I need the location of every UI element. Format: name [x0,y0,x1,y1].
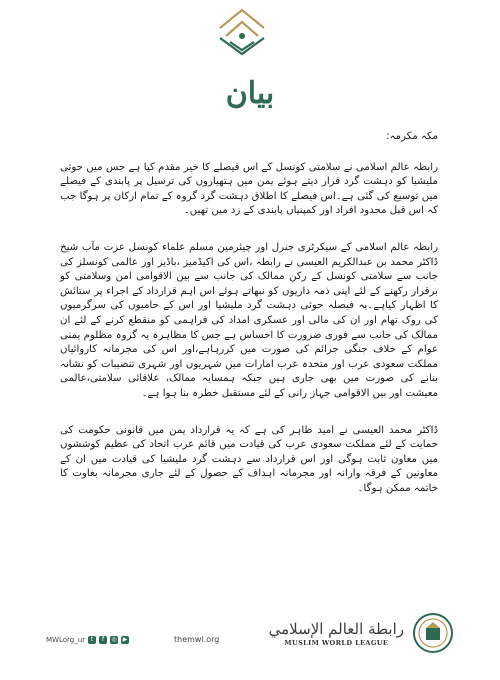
statement-body [60,130,438,518]
brand-arabic-name: رابطة العالم الإسلامي [268,620,404,638]
instagram-icon[interactable]: ◎ [111,636,117,643]
social-handle-group [46,636,129,644]
mwl-brand [269,612,454,654]
dateline: مکہ مکرمہ: [386,131,438,142]
facebook-icon[interactable]: f [99,636,107,644]
mwl-emblem-icon [212,6,272,58]
twitter-icon[interactable]: t [88,636,96,644]
paragraph-2: رابطہ عالم اسلامی کے سیکرٹری جنرل اور چیئرمین مسلم علماء کونسل عزت مآب شیخ ڈاکٹر محمد بن عبدالکریم العیسی نے رابطہ ،اس کی اکیڈمیز ،باڈیز اور عالمی کونسلز کی جانب سے سلامتی کونسل کے رکن ممالک کی جانب سے بین الاقوامی امن وسلامتی کو برقرار رکھنے کے لئے اپنی ذمہ داریوں کو نبھاتے ہوئے اس اہم قرارداد کے اجراء پر ستائش کا اظہار کیاہے۔یہ فیصلہ حوثی دہشت گرد ملیشیا اور اس کے حامیوں کی سرگرمیوں کی روک تھام اور ان کی مالی اور عسکری امداد کی فراہمی کو منقطع کرنے کے لئے ان ممالک کی جانب سے فوری ضرورت کا احساس ہے جس کا مظاہرہ یہ گروہ مظلوم یمنی عوام کے خلاف جنگی جرائم کی صورت میں کررہاہے،اور اس کی مجرمانہ کاروائیاں مملکت سعودی عرب اور متحدہ عرب امارات میں شہریوں اور شہری تنصیبات کو نشانہ بنانے کی صورت میں بھی جاری ہیں جبکہ ہمسایہ ممالک، علاقائی سلامتی،عالمی معیشت اور بین الاقوامی جہاز رانی کے لئے مستقبل خطرہ بنا ہوا ہے۔ [60,241,438,399]
social-handle[interactable]: MWLorg_ur [46,636,86,644]
statement-title: بیان [225,76,275,111]
youtube-icon[interactable]: ▶ [122,636,128,643]
brand-text [269,619,404,647]
footer [46,612,454,668]
website-link[interactable]: themwl.org [174,635,220,644]
paragraph-3: ڈاکٹر محمد العیسی نے امید ظاہر کی ہے کہ یہ قرارداد یمن میں قانونی حکومت کی حمایت کے لئے مملکت سعودی عرب کی قیادت میں قائم عرب اتحاد کی عظیم کوششوں میں معاون ثابت ہوگی اور اس قرارداد سے دہشت گرد ملیشیا کی قیادت میں ان کے معاونین کے فرقہ وارانہ اور مجرمانہ اہداف کے حصول کے لئے جاری مجرمانہ بغاوت کا خاتمہ ممکن ہوگا۔ [60,424,438,494]
brand-english-name: MUSLIM WORLD LEAGUE [284,639,389,647]
mwl-seal-icon [412,612,454,654]
paragraph-1: رابطہ عالم اسلامی نے سلامتی کونسل کے اس فیصلے کا خیر مقدم کیا ہے جس میں حوثی ملیشیا کو دہشت گرد قرار دیتے ہوئے یمن میں ہتھیاروں کی ترسیل پر پابندی کے فیصلے میں توسیع کی گئی ہے۔اس فیصلے کا اطلاق دہشت گرد گروہ کے تمام ارکان پر ہوگا جب کہ اس قبل محدود افراد اور کمپنیاں پابندی کے زد میں تھیں۔ [60,161,438,217]
